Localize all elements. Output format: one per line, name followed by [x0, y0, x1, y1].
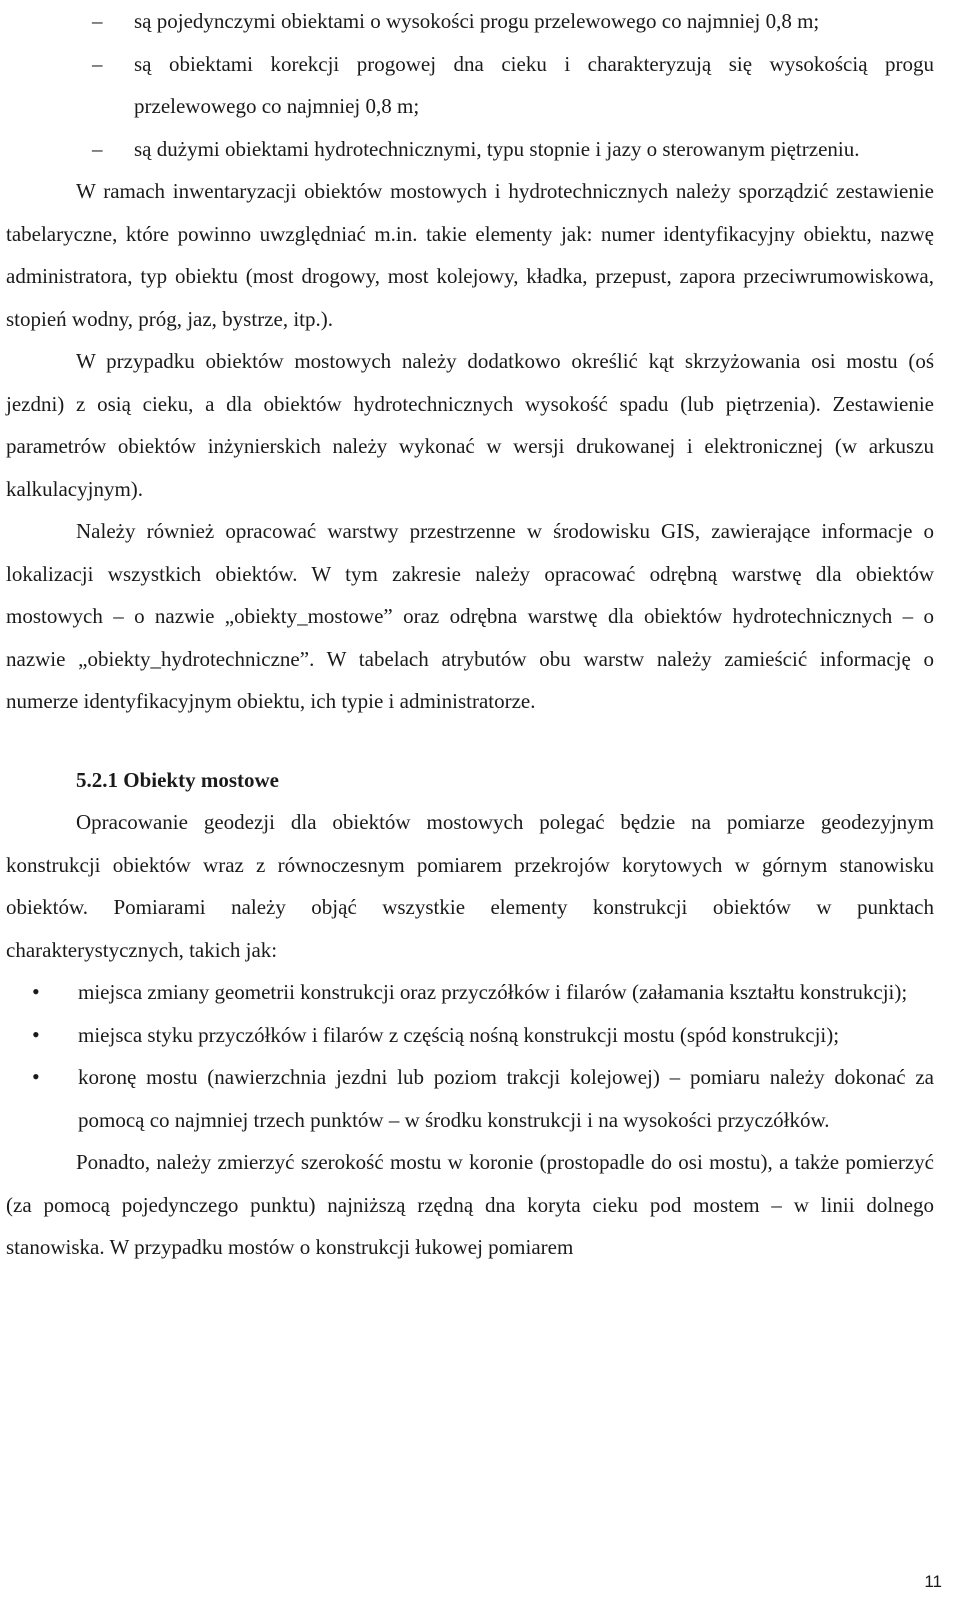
bullet-marker: •: [32, 979, 40, 1004]
bullet-list-item: [6, 1056, 934, 1141]
dash-list-item: [6, 128, 934, 171]
paragraph-closing: Ponadto, należy zmierzyć szerokość mostu w koronie (prostopadle do osi mostu), a także pomierzyć (za pomocą pojedynczego punktu) najniższą rzędną dna koryta cieku pod mostem – w linii dolnego stanowiska. W przypadku mostów o konstrukcji łukowej pomiarem: [6, 1150, 934, 1259]
dash-marker: –: [92, 9, 103, 33]
page-number: 11: [924, 1572, 942, 1591]
bullet-marker: •: [32, 1021, 40, 1047]
dash-item-text: są obiektami korekcji progowej dna cieku i charakteryzują się wysokością progu przelewowego co najmniej 0,8 m;: [134, 51, 934, 118]
bullet-item-text: miejsca styku przyczółków i filarów z częścią nośną konstrukcji mostu (spód konstrukcji);: [78, 1022, 840, 1047]
paragraph-crossing-angle: W przypadku obiektów mostowych należy dodatkowo określić kąt skrzyżowania osi mostu (oś jezdni) z osią cieku, a dla obiektów hydrotechnicznych wysokość spadu (lub piętrzenia). Zestawienie parametrów obiektów inżynierskich należy wykonać w wersji drukowanej i elektronicznej (w arkuszu kalkulacyjnym).: [6, 349, 934, 501]
dash-marker: –: [92, 51, 103, 76]
dash-list: [6, 0, 934, 170]
paragraph-inventory-table: W ramach inwentaryzacji obiektów mostowych i hydrotechnicznych należy sporządzić zestawienie tabelaryczne, które powinno uwzględniać m.in. takie elementy jak: numer identyfikacyjny obiektu, nazwę administratora, typ obiektu (most drogowy, most kolejowy, kładka, przepust, zapora przeciwrumowiskowa, stopień wodny, próg, jaz, bystrze, itp.).: [6, 179, 934, 331]
dash-list-item: [6, 0, 934, 43]
bullet-item-text: koronę mostu (nawierzchnia jezdni lub poziom trakcji kolejowej) – pomiaru należy dokonać za pomocą co najmniej trzech punktów – w środku konstrukcji i na wysokości przyczółków.: [78, 1065, 934, 1132]
bullet-item-text: miejsca zmiany geometrii konstrukcji oraz przyczółków i filarów (załamania kształtu konstrukcji);: [78, 980, 908, 1004]
bullet-marker: •: [32, 1064, 40, 1089]
section-heading: 5.2.1 Obiekty mostowe: [76, 767, 279, 792]
dash-marker: –: [92, 136, 103, 161]
paragraph-gis-layers: Należy również opracować warstwy przestrzenne w środowisku GIS, zawierające informacje o lokalizacji wszystkich obiektów. W tym zakresie należy opracować odrębną warstwę dla obiektów mostowych – o nazwie „obiekty_mostowe” oraz odrębna warstwę dla obiektów hydrotechnicznych – o nazwie „obiekty_hydrotechniczne”. W tabelach atrybutów obu warstw należy zamieścić informację o numerze identyfikacyjnym obiektu, ich typie i administratorze.: [6, 519, 934, 713]
dash-list-item: [6, 43, 934, 128]
bullet-list-item: [6, 971, 934, 1014]
bullet-list-item: [6, 1014, 934, 1057]
paragraph-section-intro: Opracowanie geodezji dla obiektów mostowych polegać będzie na pomiarze geodezyjnym konstrukcji obiektów wraz z równoczesnym pomiarem przekrojów korytowych w górnym stanowisku obiektów. Pomiarami należy objąć wszystkie elementy konstrukcji obiektów w punktach charakterystycznych, takich jak:: [6, 810, 934, 962]
document-page: [6, 0, 934, 1269]
bullet-list: [6, 971, 934, 1141]
dash-item-text: są pojedynczymi obiektami o wysokości progu przelewowego co najmniej 0,8 m;: [134, 9, 820, 33]
dash-item-text: są dużymi obiektami hydrotechnicznymi, typu stopnie i jazy o sterowanym piętrzeniu.: [134, 136, 860, 161]
